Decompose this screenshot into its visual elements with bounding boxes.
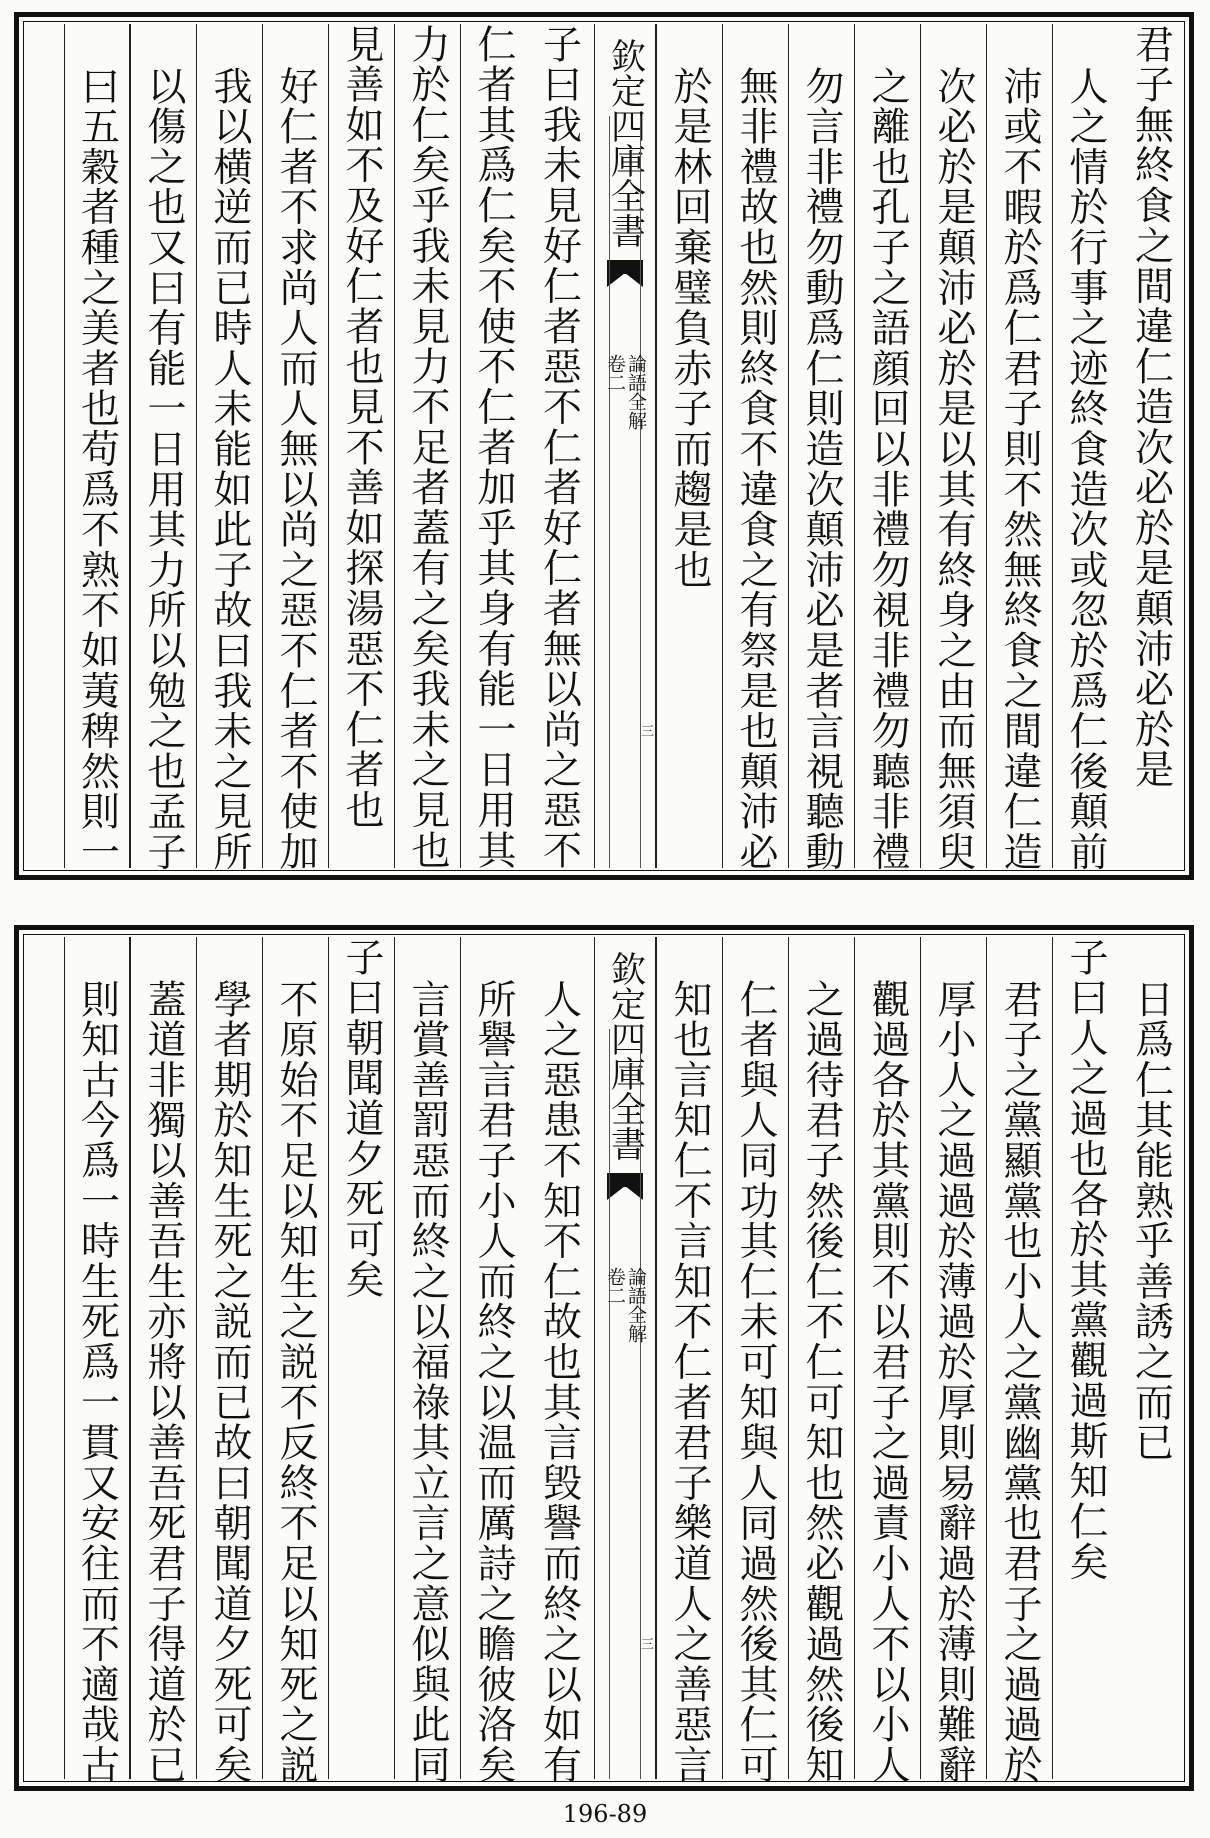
column-text: 勿言非禮勿動爲仁則造次顛沛必是者言視聽動 <box>799 66 844 872</box>
text-column <box>526 937 592 1785</box>
column-text: 無非禮故也然則終食不違食之有祭是也顛沛必 <box>733 66 778 872</box>
text-column <box>460 937 526 1785</box>
text-column <box>788 937 854 1785</box>
column-text: 子曰我未見好仁者惡不仁者好仁者無以尚之惡不 <box>536 24 582 871</box>
column-text: 仁者與人同功其仁未可知與人同過然後其仁可 <box>733 979 778 1785</box>
column-text: 沛或不暇於爲仁君子則不然無終食之間違仁造 <box>997 66 1042 872</box>
column-text: 之離也孔子之語顔回以非禮勿視非禮勿聽非禮 <box>865 66 910 872</box>
column-text: 君子之黨顯黨也小人之黨幽黨也君子之過過於 <box>997 979 1042 1785</box>
text-column <box>394 937 460 1785</box>
text-column <box>328 937 394 1779</box>
text-column <box>1052 24 1118 872</box>
text-column <box>262 937 328 1785</box>
text-column <box>328 24 394 868</box>
column-text: 觀過各於其黨則不以君子之過責小人不以小人 <box>865 979 910 1785</box>
top-page <box>14 12 1194 880</box>
book-title: 欽定四庫全書 <box>605 951 646 1161</box>
text-column <box>1118 24 1184 868</box>
text-column <box>262 24 328 872</box>
column-text: 之過待君子然後仁不仁可知也然必觀過然後知 <box>799 979 844 1785</box>
text-column <box>130 937 196 1785</box>
work-title: 論語全解 <box>625 354 647 430</box>
column-text: 人之情於行事之迹終食造次或忽於爲仁後顛前 <box>1063 66 1108 872</box>
text-column <box>722 937 788 1785</box>
text-column <box>722 24 788 872</box>
column-text: 曰五穀者種之美者也苟爲不熟不如荑稗然則一 <box>74 66 120 872</box>
text-column <box>986 937 1052 1785</box>
folio-number: 三 <box>638 1637 653 1650</box>
text-column <box>920 937 986 1785</box>
text-column <box>460 24 526 871</box>
text-column <box>854 24 920 872</box>
text-column <box>196 24 262 872</box>
column-text: 學者期於知生死之説而已故曰朝聞道夕死可矣 <box>207 979 252 1785</box>
column-text: 人之惡患不知不仁故也其言毁譽而終之以如有 <box>536 979 582 1785</box>
column-text: 蓋道非獨以善吾生亦將以善吾死君子得道於已 <box>141 979 186 1785</box>
page-number: 196-89 <box>562 1800 648 1828</box>
text-column <box>64 937 130 1785</box>
bottom-page-body <box>26 937 1182 1785</box>
column-text: 不原始不足以知生之説不反終不足以知死之説 <box>273 979 318 1785</box>
column-text: 厚小人之過過於薄過於厚則易辭過於薄則難辭 <box>931 979 976 1785</box>
text-column <box>196 937 262 1785</box>
text-column <box>788 24 854 872</box>
column-text: 所譽言君子小人而終之以温而厲詩之瞻彼洛矣 <box>471 979 516 1785</box>
folio-number: 三 <box>638 724 653 737</box>
column-text: 我以横逆而已時人未能如此子故曰我未之見所 <box>207 66 252 872</box>
page-margin-column <box>594 24 656 868</box>
work-title: 論語全解 <box>625 1267 647 1343</box>
top-page-body <box>26 24 1182 872</box>
column-text: 知也言知仁不言知不仁者君子樂道人之善惡言 <box>667 979 712 1785</box>
bottom-page <box>14 925 1194 1791</box>
column-text: 仁者其爲仁矣不使不仁者加乎其身有能一日用其 <box>471 24 516 871</box>
column-text: 君子無終食之間違仁造次必於是顛沛必於是 <box>1128 24 1174 790</box>
column-text: 子曰人之過也各於其黨觀過斯知仁矣 <box>1063 937 1108 1582</box>
column-text: 見善如不及好仁者也見不善如探湯惡不仁者也 <box>339 24 384 830</box>
text-column <box>394 24 460 871</box>
text-column <box>656 24 722 868</box>
column-text: 言賞善罰惡而終之以福祿其立言之意似與此同 <box>405 979 450 1785</box>
book-title: 欽定四庫全書 <box>605 38 646 248</box>
column-text: 好仁者不求尚人而人無以尚之惡不仁者不使加 <box>273 66 318 872</box>
text-column <box>64 24 130 872</box>
column-text: 以傷之也又曰有能一日用其力所以勉之也孟子 <box>141 66 186 872</box>
column-text: 日爲仁其能熟乎善誘之而已 <box>1128 979 1174 1463</box>
text-column <box>1052 937 1118 1779</box>
text-column <box>130 24 196 872</box>
text-column <box>1118 937 1184 1779</box>
text-column <box>986 24 1052 872</box>
column-text: 子曰朝聞道夕死可矣 <box>339 937 384 1300</box>
page-margin-column <box>594 937 656 1779</box>
text-column <box>656 937 722 1785</box>
volume-label: 卷二 <box>604 354 626 392</box>
column-text: 於是林回棄璧負赤子而趨是也 <box>667 66 712 590</box>
column-text: 則知古今爲一時生死爲一貫又安往而不適哉古 <box>74 979 120 1785</box>
text-column <box>854 937 920 1785</box>
text-column <box>920 24 986 872</box>
column-text: 力於仁矣乎我未見力不足者蓋有之矣我未之見也 <box>405 24 450 871</box>
volume-label: 卷二 <box>604 1267 626 1305</box>
text-column <box>526 24 592 871</box>
column-text: 次必於是顛沛必於是以其有終身之由而無須臾 <box>931 66 976 872</box>
